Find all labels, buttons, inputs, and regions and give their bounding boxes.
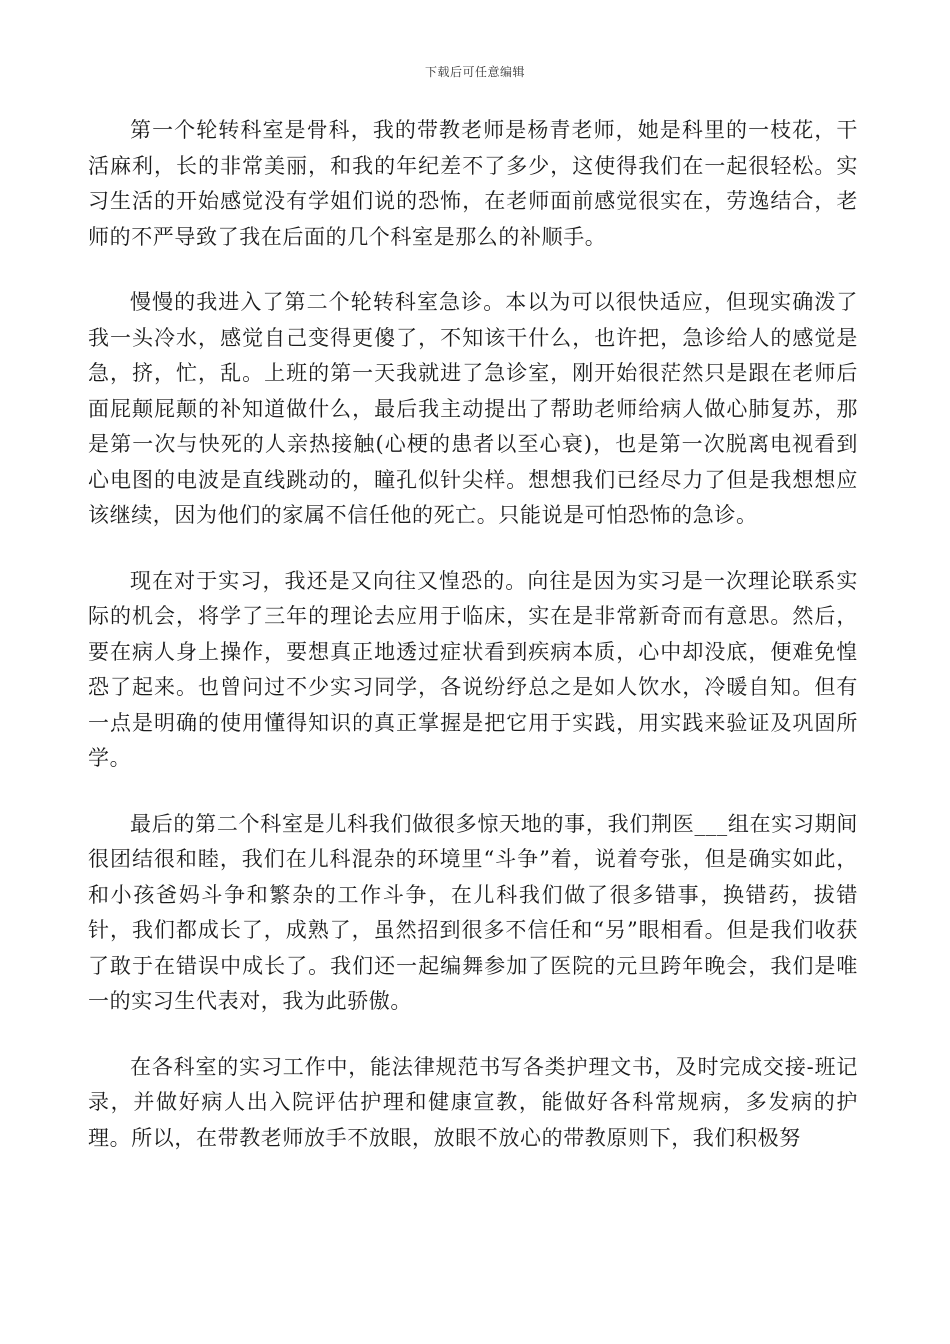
document-body xyxy=(88,113,858,1186)
page-header: 下载后可任意编辑 xyxy=(424,65,525,79)
paragraph-orthopedics: 第一个轮转科室是骨科，我的带教老师是杨青老师，她是科里的一枝花，干活麻利，长的非常美丽，和我的年纪差不了多少，这使得我们在一起很轻松。实习生活的开始感觉没有学姐们说的恐怖，在老师面前感觉很实在，劳逸结合，老师的不严导致了我在后面的几个科室是那么的补顺手。 xyxy=(88,118,858,249)
paragraph-nursing-work: 在各科室的实习工作中，能法律规范书写各类护理文书，及时完成交接-班记录，并做好病人出入院评估护理和健康宣教，能做好各科常规病，多发病的护理。所以，在带教老师放手不放眼，放眼不放心的带教原则下，我们积极努 xyxy=(88,1054,858,1150)
paragraph-emergency: 慢慢的我进入了第二个轮转科室急诊。本以为可以很快适应，但现实确泼了我一头冷水，感觉自己变得更傻了，不知该干什么，也许把，急诊给人的感觉是急，挤，忙，乱。上班的第一天我就进了急诊室，刚开始很茫然只是跟在老师后面屁颠屁颠的补知道做什么，最后我主动提出了帮助老师给病人做心肺复苏，那是第一次与快死的人亲热接触(心梗的患者以至心衰)，也是第一次脱离电视看到心电图的电波是直线跳动的，瞳孔似针尖样。想想我们已经尽力了但是我想想应该继续，因为他们的家属不信任他的死亡。只能说是可怕恐怖的急诊。 xyxy=(88,290,858,527)
paragraph-pediatrics: 最后的第二个科室是儿科我们做很多惊天地的事，我们荆医___组在实习期间很团结很和睦，我们在儿科混杂的环境里“斗争”着，说着夸张，但是确实如此，和小孩爸妈斗争和繁杂的工作斗争，在儿科我们做了很多错事，换错药，拔错针，我们都成长了，成熟了，虽然招到很多不信任和“另”眼相看。但是我们收获了敢于在错误中成长了。我们还一起编舞参加了医院的元旦跨年晚会，我们是唯一的实习生代表对，我为此骄傲。 xyxy=(88,811,858,1013)
paragraph-internship-feelings: 现在对于实习，我还是又向往又惶恐的。向往是因为实习是一次理论联系实际的机会，将学了三年的理论去应用于临床，实在是非常新奇而有意思。然后，要在病人身上操作，要想真正地透过症状看到疾病本质，心中却没底，便难免惶恐了起来。也曾问过不少实习同学，各说纷纾总之是如人饮水，冷暖自知。但有一点是明确的使用懂得知识的真正掌握是把它用于实践，用实践来验证及巩固所学。 xyxy=(88,568,858,770)
